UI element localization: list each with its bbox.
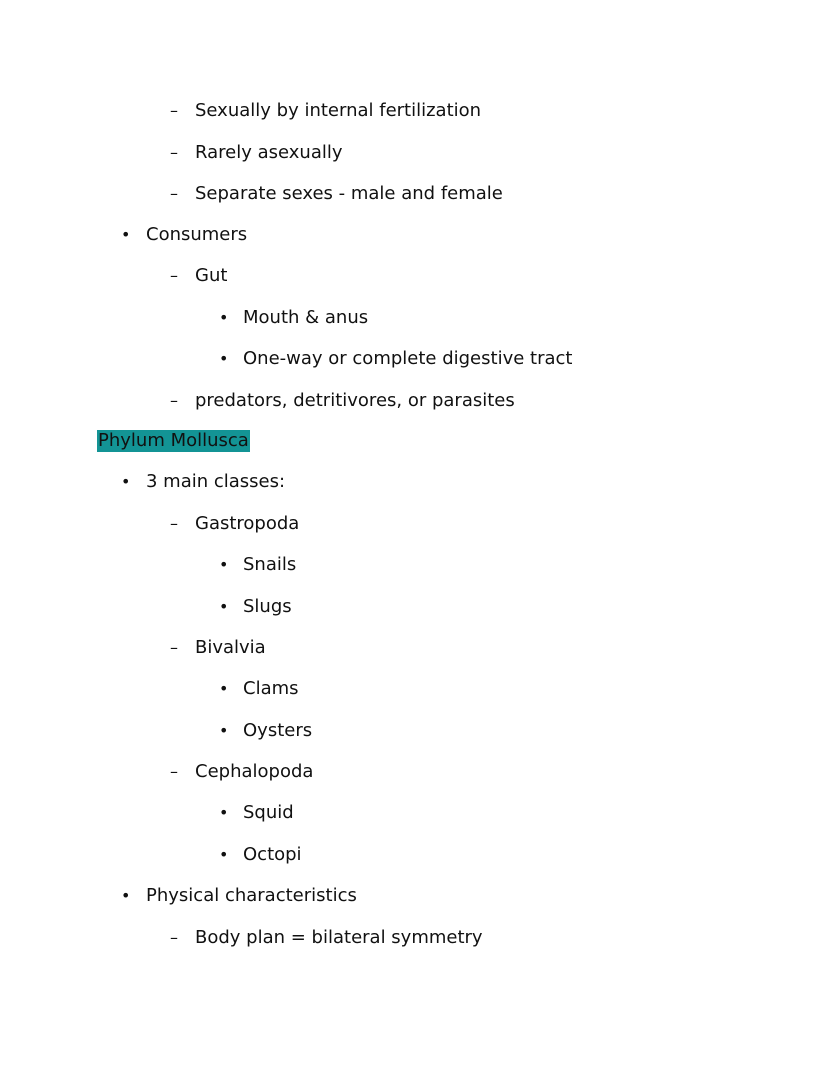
list-item: Slugs xyxy=(243,596,292,617)
list-item: Separate sexes - male and female xyxy=(195,183,503,204)
bullet-icon: • xyxy=(219,349,229,368)
list-item: Snails xyxy=(243,554,297,575)
dash-icon: – xyxy=(170,143,178,162)
list-item: Oysters xyxy=(243,720,313,741)
bullet-icon: • xyxy=(219,679,229,698)
list-item: Body plan = bilateral symmetry xyxy=(195,927,483,948)
dash-icon: – xyxy=(170,928,178,947)
dash-icon: – xyxy=(170,391,178,410)
list-item: Gastropoda xyxy=(195,513,300,534)
bullet-icon: • xyxy=(219,308,229,327)
dash-icon: – xyxy=(170,101,178,120)
list-item: Mouth & anus xyxy=(243,307,369,328)
list-item: Physical characteristics xyxy=(146,885,357,906)
list-item: Octopi xyxy=(243,844,302,865)
bullet-icon: • xyxy=(121,886,131,905)
bullet-icon: • xyxy=(121,225,131,244)
bullet-icon: • xyxy=(219,721,229,740)
bullet-icon: • xyxy=(219,803,229,822)
list-item: Cephalopoda xyxy=(195,761,314,782)
list-item: Squid xyxy=(243,802,294,823)
bullet-icon: • xyxy=(121,472,131,491)
list-item: Bivalvia xyxy=(195,637,266,658)
section-heading-phylum-mollusca: Phylum Mollusca xyxy=(98,430,249,451)
list-item: One-way or complete digestive tract xyxy=(243,348,573,369)
list-item: Clams xyxy=(243,678,299,699)
dash-icon: – xyxy=(170,514,178,533)
bullet-icon: • xyxy=(219,597,229,616)
dash-icon: – xyxy=(170,638,178,657)
list-item: predators, detritivores, or parasites xyxy=(195,390,515,411)
dash-icon: – xyxy=(170,266,178,285)
bullet-icon: • xyxy=(219,555,229,574)
list-item: Consumers xyxy=(146,224,248,245)
list-item: 3 main classes: xyxy=(146,471,286,492)
list-item: Rarely asexually xyxy=(195,142,343,163)
dash-icon: – xyxy=(170,184,178,203)
list-item: Sexually by internal fertilization xyxy=(195,100,482,121)
list-item: Gut xyxy=(195,265,228,286)
dash-icon: – xyxy=(170,762,178,781)
bullet-icon: • xyxy=(219,845,229,864)
